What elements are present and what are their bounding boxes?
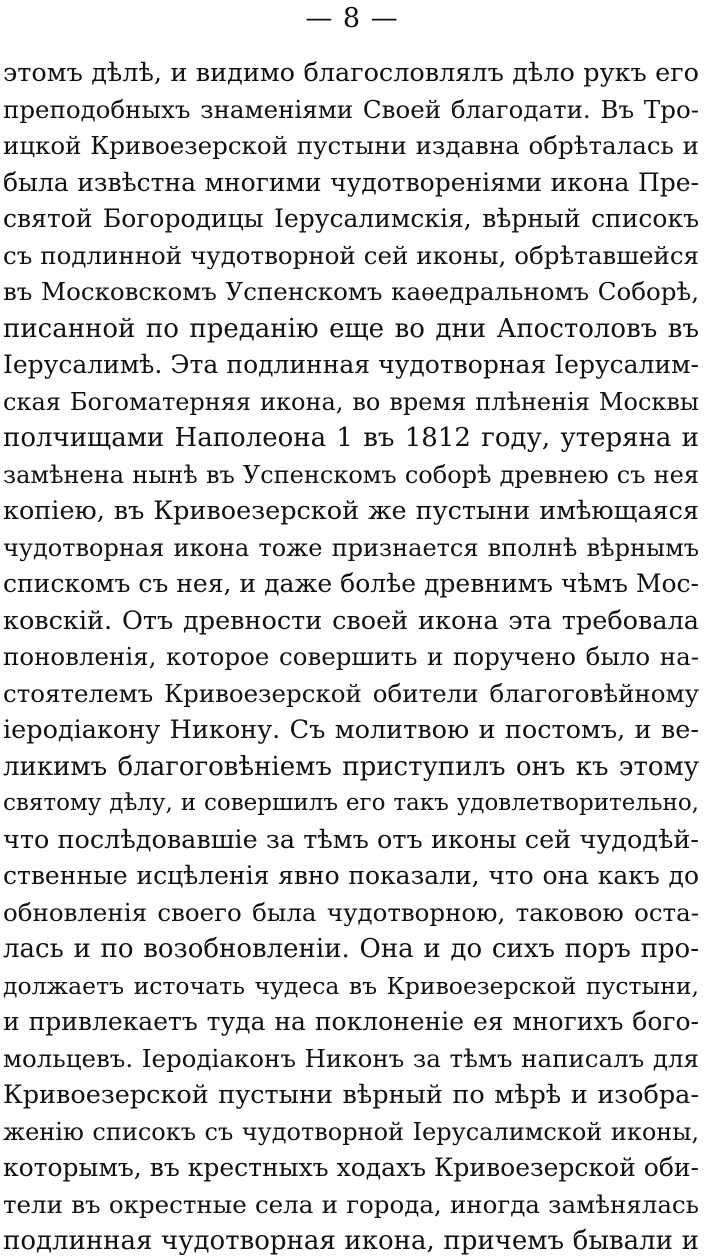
- text-line: обновленія своего была чудотворною, таковою оста-: [3, 897, 699, 927]
- text-line: тели въ окрестные села и города, иногда замѣнялась: [3, 1189, 699, 1219]
- text-line: замѣнена нынѣ въ Успенскомъ соборѣ древнею съ нея: [3, 460, 699, 489]
- text-line: была извѣстна многими чудотвореніями икона Пре-: [3, 167, 699, 197]
- page-number: — 8 —: [305, 3, 399, 34]
- text-line: святому дѣлу, и совершилъ его такъ удовлетворительно,: [3, 790, 699, 816]
- text-line: этомъ дѣлѣ, и видимо благословлялъ дѣло рукъ его: [3, 58, 699, 88]
- text-line: копіею, въ Кривоезерской же пустыни имѣющаяся: [3, 496, 699, 526]
- text-line: полчищами Наполеона 1 въ 1812 году, утеряна и: [3, 423, 699, 453]
- text-line: которымъ, въ крестныхъ ходахъ Кривоезерской оби-: [3, 1153, 699, 1182]
- text-line: поновленія, которое совершить и поручено было на-: [3, 642, 699, 671]
- text-line: стоятелемъ Кривоезерской обители благоговѣйному: [3, 678, 699, 708]
- text-line: подлинная чудотворная икона, причемъ бывали и: [3, 1226, 699, 1256]
- text-line: ская Богоматерняя икона, во время плѣненія Москвы: [3, 387, 699, 416]
- text-line: святой Богородицы Іерусалимскія, вѣрный списокъ: [3, 204, 699, 233]
- text-line: мольцевъ. Іеродіаконъ Никонъ за тѣмъ написалъ для: [3, 1043, 699, 1073]
- text-line: должаетъ источать чудеса въ Кривоезерской пустыни,: [3, 971, 699, 1000]
- text-line: Іерусалимѣ. Эта подлинная чудотворная Іерусалим-: [3, 350, 699, 379]
- text-line: и привлекаетъ туда на поклоненіе ея многихъ бого-: [3, 1007, 699, 1036]
- text-line: женію списокъ съ чудотворной Іерусалимской иконы,: [3, 1117, 699, 1146]
- text-line: Кривоезерской пустыни вѣрный по мѣрѣ и изобра-: [3, 1080, 699, 1110]
- text-line: спискомъ съ нея, и даже болѣе древнимъ чѣмъ Мос-: [3, 569, 699, 598]
- text-line: въ Московскомъ Успенскомъ каѳедральномъ Соборѣ,: [3, 277, 699, 306]
- text-line: ицкой Кривоезерской пустыни издавна обрѣталась и: [3, 131, 699, 160]
- text-line: что послѣдовавшіе за тѣмъ отъ иконы сей чудодѣй-: [3, 824, 699, 855]
- text-line: чудотворная икона тоже признается вполнѣ вѣрнымъ: [3, 533, 699, 562]
- text-line: іеродіакону Никону. Съ молитвою и постомъ, и ве-: [3, 715, 699, 745]
- text-line: съ подлинной чудотворной сей иконы, обрѣтавшейся: [3, 240, 699, 270]
- text-line: лась и по возобновленіи. Она и до сихъ поръ про-: [3, 934, 699, 964]
- text-line: ковскій. Отъ древности своей икона эта требовала: [3, 605, 699, 636]
- text-line: ликимъ благоговѣніемъ приступилъ онъ къ этому: [3, 751, 699, 782]
- body-text: [3, 55, 699, 1260]
- text-line: писанной по преданію еще во дни Апостоловъ въ: [3, 313, 699, 344]
- text-line: ственные исцѣленія явно показали, что она какъ до: [3, 861, 699, 890]
- text-line: преподобныхъ знаменіями Своей благодати. Въ Тро-: [3, 94, 699, 124]
